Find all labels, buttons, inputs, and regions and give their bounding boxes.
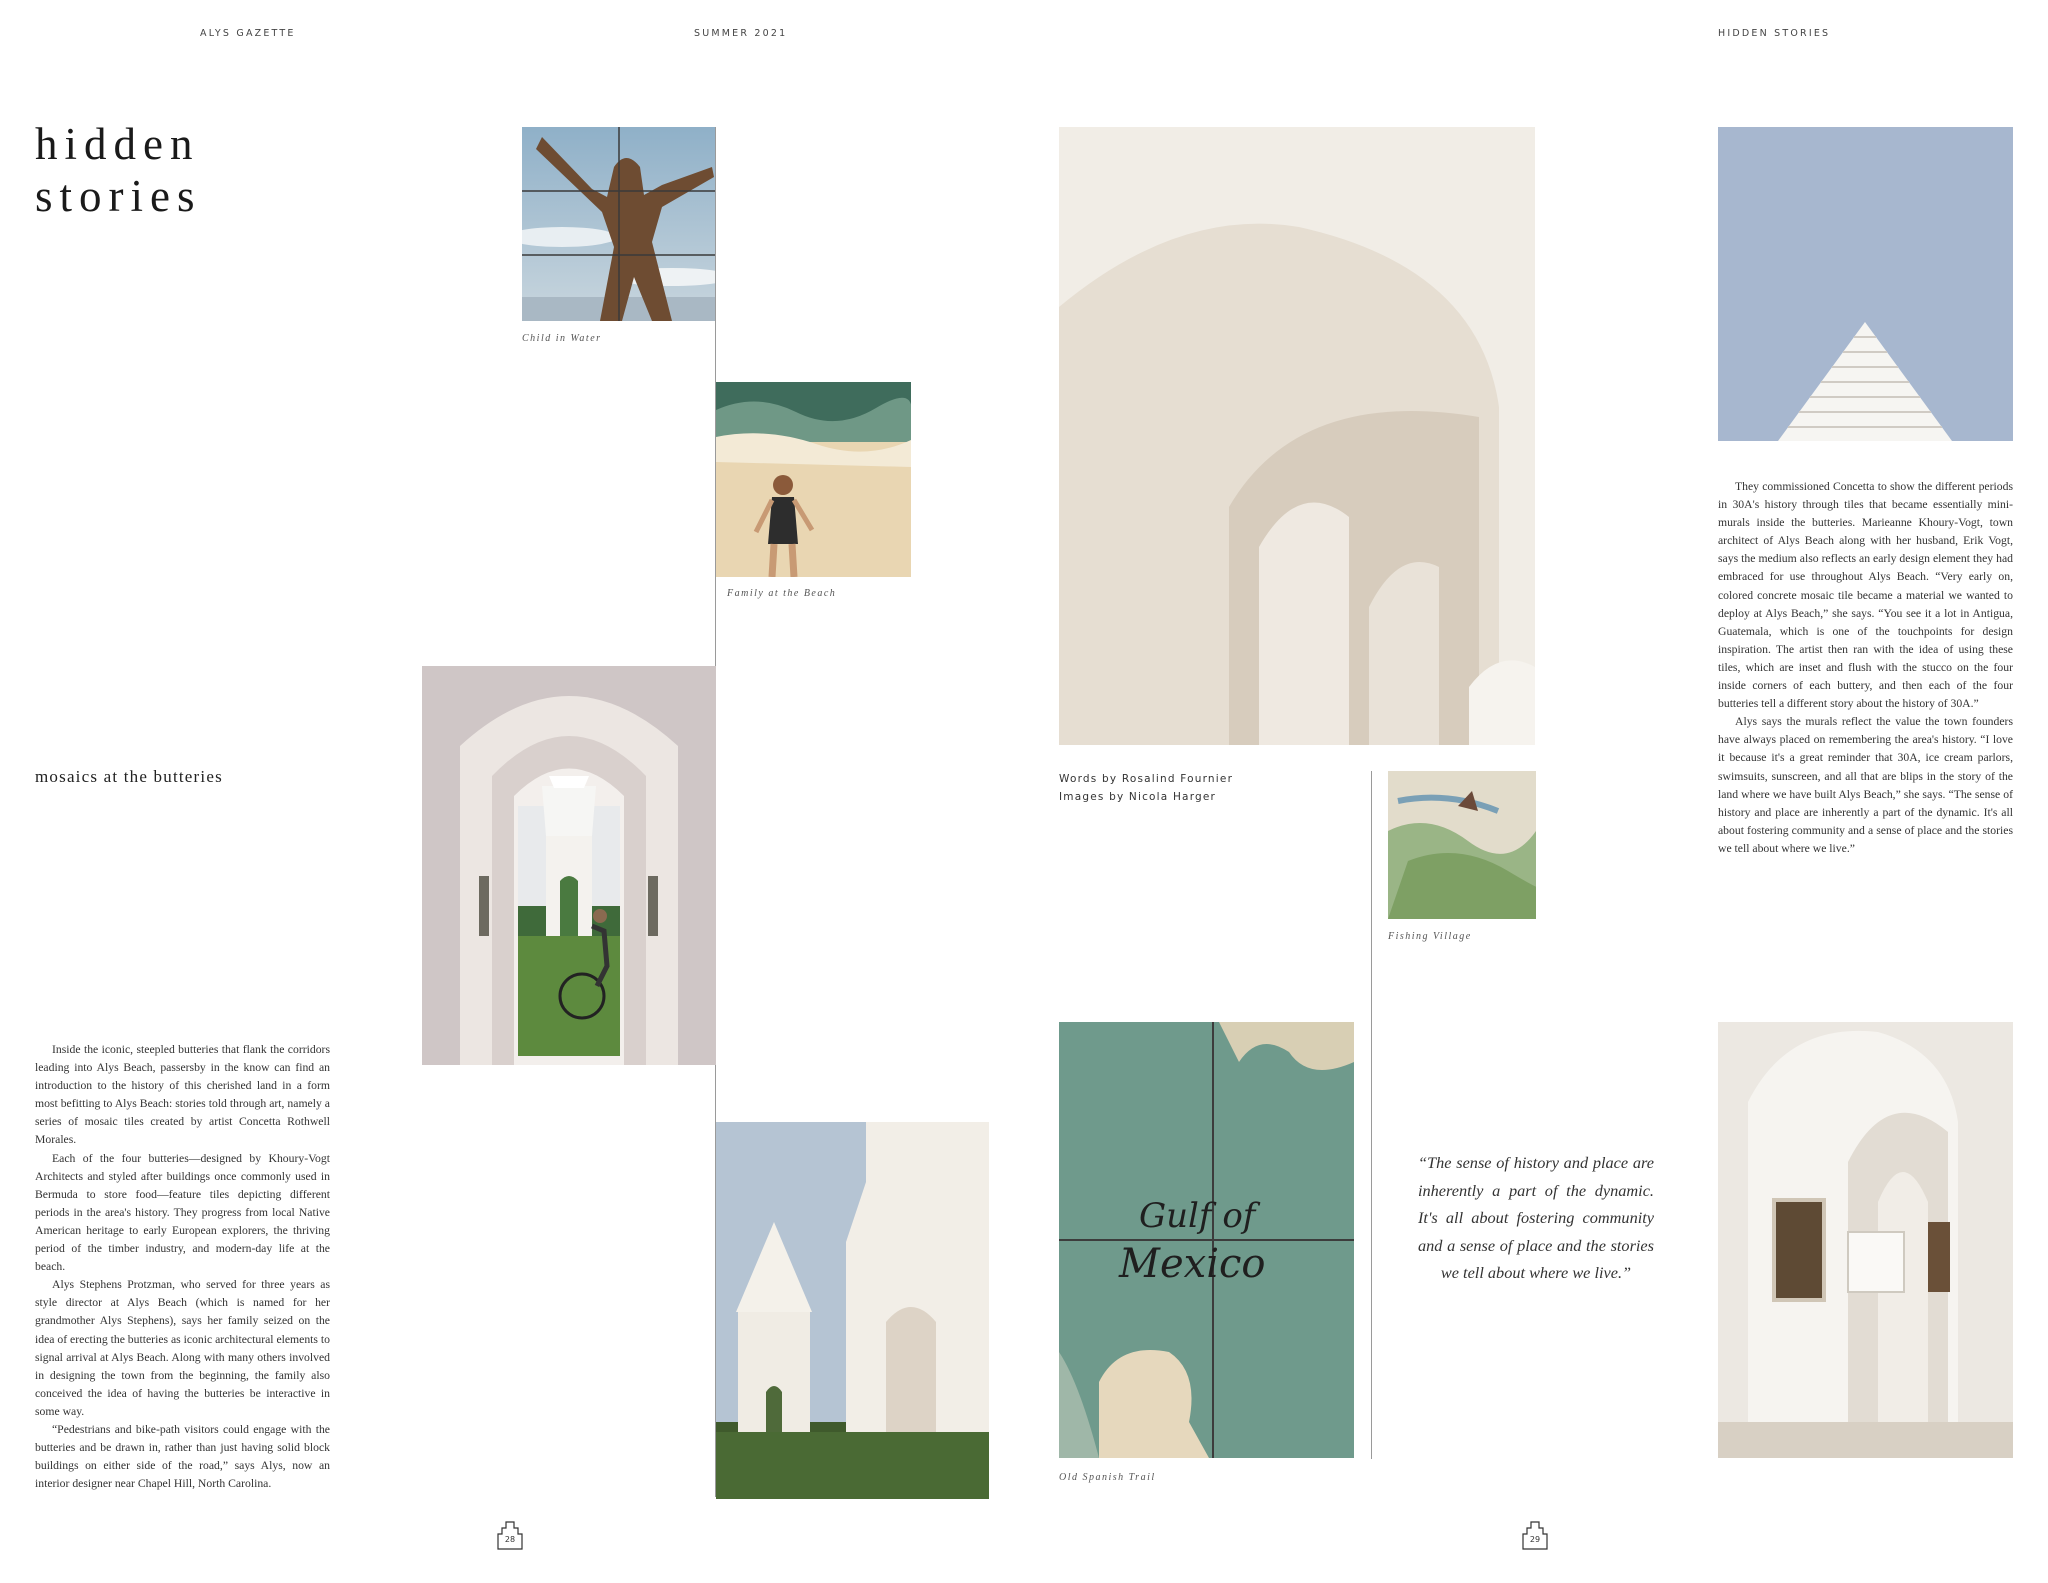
page-number-right-text: 29 bbox=[1529, 1535, 1541, 1544]
article-title bbox=[35, 118, 202, 222]
right-body-text bbox=[1718, 478, 2013, 858]
right-body-paragraph: They commissioned Concetta to show the different periods in 30A's history through tiles that became essentially mini-murals inside the butteries. Marieanne Khoury-Vogt, town architect of Alys Beach along with her husband, Erik Vogt, says the medium also reflects an early design element they had embraced for use throughout Alys Beach. “Very early on, colored concrete mosaic tile became a material we wanted to deploy at Alys Beach,” she says. “You see it a lot in Antigua, Guatemala, which is one of the touchpoints for design inspiration. The artist then ran with the idea of using these tiles, which are inset and flush with the stucco on the four inside corners of each buttery, and then each of the four butteries tell a different story about the history of 30A.” bbox=[1718, 480, 2013, 711]
page-number-left-text: 28 bbox=[504, 1535, 516, 1544]
header-issue: SUMMER 2021 bbox=[694, 28, 788, 39]
arches-gallery-photo bbox=[1718, 1022, 2013, 1458]
caption-old-spanish-trail: Old Spanish Trail bbox=[1059, 1472, 1156, 1483]
left-body-paragraph: “Pedestrians and bike-path visitors could engage with the butteries and be drawn in, rather than just having solid block buildings on either side of the road,” says Alys, now an interior designer near Chapel Hill, North Carolina. bbox=[35, 1422, 330, 1491]
gulf-of-mexico-mosaic-photo bbox=[1059, 1022, 1354, 1458]
caption-family-at-beach: Family at the Beach bbox=[727, 588, 837, 599]
mosaic-text-mexico: Mexico bbox=[1119, 1241, 1266, 1287]
white-arch-photo bbox=[1059, 127, 1535, 745]
title-line-1: hidden bbox=[35, 119, 200, 169]
column-divider-right bbox=[1371, 771, 1372, 1459]
left-body-paragraph: Inside the iconic, steepled butteries that flank the corridors leading into Alys Beach, passersby in the know can find an introduction to the history of this cherished land in a form most befitting to Alys Beach: stories told through art, namely a series of mosaic tiles created by artist Concetta Rothwell Morales. bbox=[35, 1043, 330, 1147]
left-body-paragraph: Each of the four butteries—designed by Khoury-Vogt Architects and styled after buildings once commonly used in Bermuda to store food—feature tiles depicting different periods in the area's history. They progress from local Native American heritage to early European explorers, the thriving period of the timber industry, and modern-day life at the beach. bbox=[35, 1151, 330, 1274]
pull-quote: “The sense of history and place are inherently a part of the dynamic. It's all about fostering community and a sense of place and the stories we tell about where we live.” bbox=[1418, 1153, 1654, 1282]
header-section: HIDDEN STORIES bbox=[1718, 28, 1831, 39]
page-number-right bbox=[1522, 1520, 1548, 1550]
caption-child-in-water: Child in Water bbox=[522, 333, 602, 344]
article-credits bbox=[1059, 770, 1233, 806]
left-body-text bbox=[35, 1041, 330, 1493]
mosaic-text-gulf-of: Gulf of bbox=[1139, 1196, 1256, 1236]
title-line-2: stories bbox=[35, 171, 202, 221]
steeples-arch-photo bbox=[716, 1122, 989, 1499]
child-in-water-photo bbox=[522, 127, 716, 321]
caption-fishing-village: Fishing Village bbox=[1388, 931, 1472, 942]
header-publication: ALYS GAZETTE bbox=[200, 28, 296, 39]
right-body-paragraph: Alys says the murals reflect the value the town founders have always placed on remembering the area's history. “I love it because it's a great reminder that 30A, ice cream parlors, swimsuits, sunscreen, and all that are blips in the story of the land where we have built Alys Beach,” she says. “The sense of history and place are inherently a part of the dynamic. It's all about fostering community and a sense of place and the stories we tell about where we live.” bbox=[1718, 715, 2013, 855]
steeple-top-photo bbox=[1718, 127, 2013, 441]
family-at-beach-photo bbox=[716, 382, 911, 577]
article-subtitle: mosaics at the butteries bbox=[35, 767, 223, 786]
credit-images: Images by Nicola Harger bbox=[1059, 791, 1217, 803]
page-number-left bbox=[497, 1520, 523, 1550]
fishing-village-photo bbox=[1388, 771, 1536, 919]
arch-corridor-bicycle-photo bbox=[422, 666, 716, 1065]
credit-words: Words by Rosalind Fournier bbox=[1059, 773, 1234, 785]
left-body-paragraph: Alys Stephens Protzman, who served for three years as style director at Alys Beach (which is named for her grandmother Alys Stephens), says her family seized on the idea of erecting the butteries as iconic architectural elements to signal arrival at Alys Beach. Along with many others involved in designing the town from the beginning, the family also conceived the idea of having the butteries be interactive in some way. bbox=[35, 1278, 330, 1418]
